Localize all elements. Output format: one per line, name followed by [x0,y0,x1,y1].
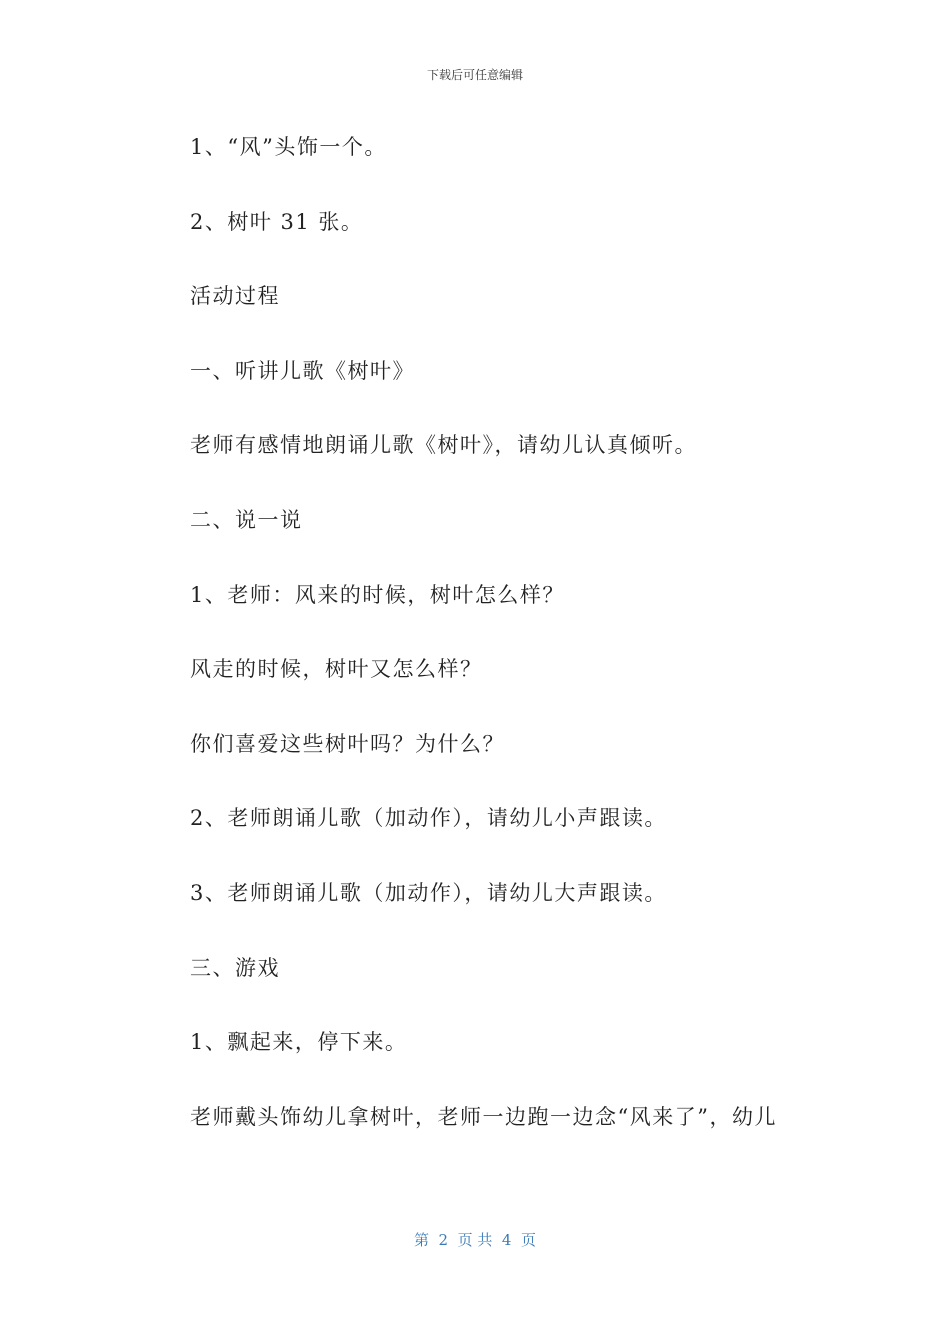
list-item: 2、老师朗诵儿歌（加动作），请幼儿小声跟读。 [190,806,667,831]
material-item-2: 2、树叶 31 张。 [190,209,364,234]
document-body [190,130,810,1174]
step-heading-3: 三、游戏 [190,955,280,980]
paragraph: 你们喜爱这些树叶吗？为什么？ [190,731,505,756]
list-item: 1、飘起来，停下来。 [190,1030,408,1055]
material-item-1: 1、“风”头饰一个。 [190,135,387,159]
paragraph: 风走的时候，树叶又怎么样？ [190,657,483,682]
step-heading-1: 一、听讲儿歌《树叶》 [190,358,415,383]
page-header: 下载后可任意编辑 [426,68,523,82]
paragraph: 老师有感情地朗诵儿歌《树叶》，请幼儿认真倾听。 [190,433,697,458]
step-heading-2: 二、说一说 [190,507,303,532]
page-number-footer: 第 2 页 共 4 页 [414,1231,536,1249]
list-item: 3、老师朗诵儿歌（加动作），请幼儿大声跟读。 [190,880,667,905]
section-heading-process: 活动过程 [190,284,280,309]
list-item: 1、老师：风来的时候，树叶怎么样？ [190,582,565,607]
paragraph: 老师戴头饰幼儿拿树叶，老师一边跑一边念“风来了”，幼儿 [190,1104,777,1129]
